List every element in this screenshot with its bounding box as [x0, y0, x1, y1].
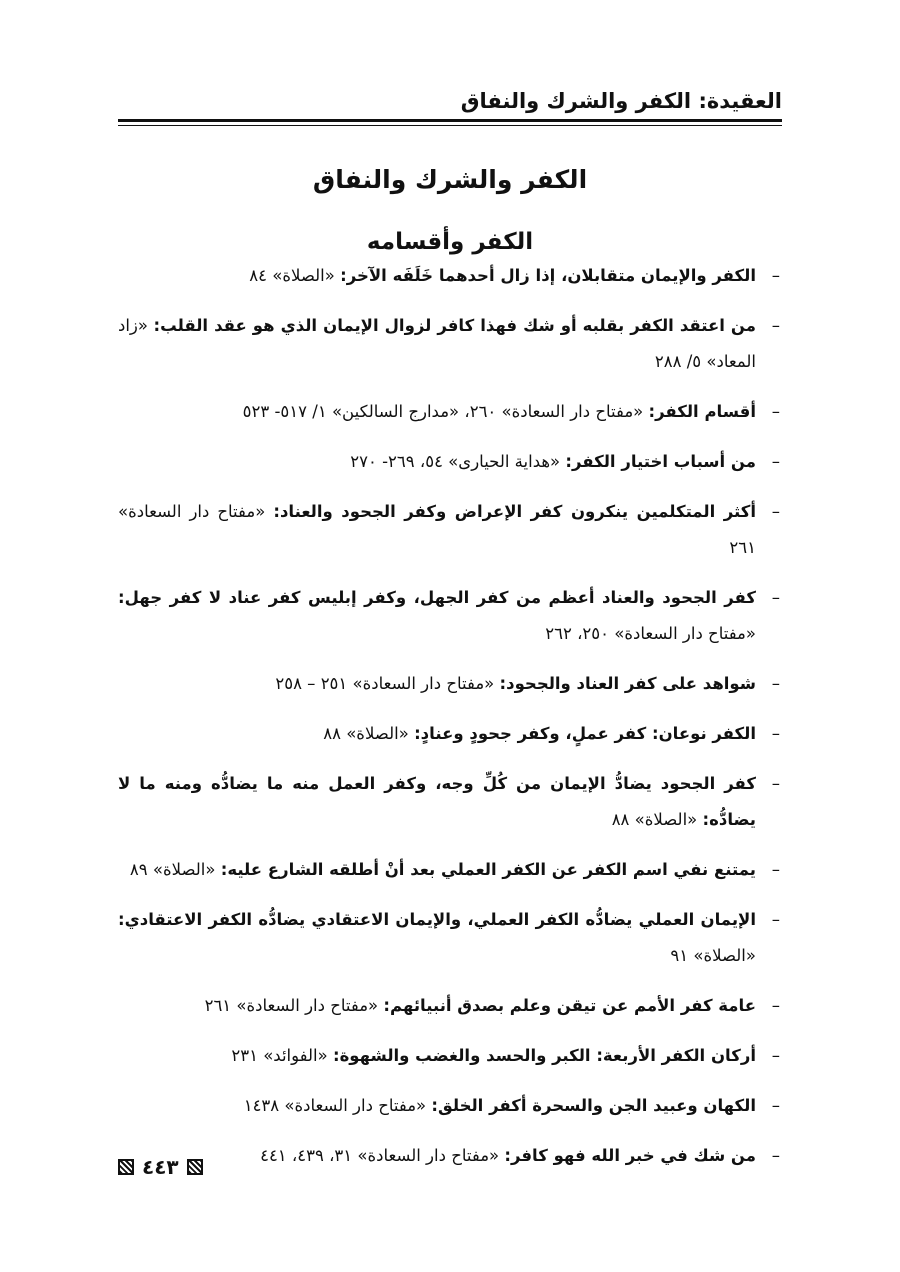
- entry-topic: الكفر نوعان: كفر عملٍ، وكفر جحودٍ وعنادٍ:: [414, 724, 756, 743]
- entry-reference: «مفتاح دار السعادة» ٢٥٠، ٢٦٢: [545, 624, 756, 643]
- index-entry: [118, 1088, 782, 1124]
- entry-topic: يمتنع نفي اسم الكفر عن الكفر العملي بعد أنْ أطلقه الشارع عليه:: [220, 860, 756, 879]
- index-entry: [118, 1038, 782, 1074]
- index-entry: [118, 444, 782, 480]
- entry-reference: «مفتاح دار السعادة» ٢٥١ – ٢٥٨: [275, 674, 495, 693]
- index-entry: [118, 258, 782, 294]
- entry-topic: أكثر المتكلمين ينكرون كفر الإعراض وكفر الجحود والعناد:: [273, 502, 757, 521]
- entry-topic: أقسام الكفر:: [648, 402, 756, 421]
- square-ornament-icon: [118, 1159, 134, 1175]
- index-entry: [118, 1138, 782, 1174]
- entry-dash: –: [771, 1096, 780, 1115]
- entry-dash: –: [771, 860, 780, 879]
- header-rule-thin: [118, 125, 782, 126]
- entry-dash: –: [771, 502, 780, 521]
- entry-topic: كفر الجحود والعناد أعظم من كفر الجهل، وكفر إبليس كفر عناد لا كفر جهل:: [118, 588, 756, 607]
- entry-dash: –: [771, 1146, 780, 1165]
- entry-reference: «الصلاة» ٨٩: [129, 860, 216, 879]
- square-ornament-icon: [187, 1159, 203, 1175]
- entry-topic: أركان الكفر الأربعة: الكبر والحسد والغضب والشهوة:: [332, 1046, 756, 1065]
- entry-dash: –: [771, 774, 780, 793]
- index-entry: [118, 988, 782, 1024]
- entry-topic: الكهان وعبيد الجن والسحرة أكفر الخلق:: [431, 1096, 756, 1115]
- entry-reference: «الصلاة» ٨٨: [611, 810, 698, 829]
- section-subtitle: الكفر وأقسامه: [366, 229, 534, 255]
- entry-topic: الكفر والإيمان متقابلان، إذا زال أحدهما خَلَفَه الآخر:: [340, 266, 756, 285]
- page-footer: [118, 1152, 203, 1182]
- entry-topic: شواهد على كفر العناد والجحود:: [499, 674, 756, 693]
- page-number: ٤٤٣: [142, 1155, 179, 1179]
- header-rule-thick: [118, 119, 782, 122]
- entry-reference: «مفتاح دار السعادة» ٢٦١: [204, 996, 379, 1015]
- running-header: العقيدة: الكفر والشرك والنفاق: [460, 89, 782, 113]
- entry-dash: –: [771, 996, 780, 1015]
- entry-dash: –: [771, 588, 780, 607]
- entry-topic: من شك في خبر الله فهو كافر:: [504, 1146, 756, 1165]
- index-entry: [118, 902, 782, 974]
- entry-dash: –: [771, 452, 780, 471]
- entry-topic: عامة كفر الأمم عن تيقن وعلم بصدق أنبيائهم:: [383, 996, 756, 1015]
- entry-dash: –: [771, 674, 780, 693]
- entry-dash: –: [771, 724, 780, 743]
- index-entry: [118, 766, 782, 838]
- index-entry: [118, 494, 782, 566]
- entry-reference: «مفتاح دار السعادة» ٣١، ٤٣٩، ٤٤١: [260, 1146, 500, 1165]
- entry-reference: «مفتاح دار السعادة» ٢٦٠، «مدارج السالكين» ١/ ٥١٧- ٥٢٣: [242, 402, 644, 421]
- entry-dash: –: [771, 316, 780, 335]
- entry-reference: «هداية الحيارى» ٥٤، ٢٦٩- ٢٧٠: [350, 452, 561, 471]
- index-entry: [118, 852, 782, 888]
- entry-reference: «الفوائد» ٢٣١: [231, 1046, 328, 1065]
- entry-reference: «مفتاح دار السعادة» ١٤٣٨: [243, 1096, 427, 1115]
- entry-reference: «الصلاة» ٩١: [670, 946, 756, 965]
- entry-dash: –: [771, 402, 780, 421]
- index-entry: [118, 580, 782, 652]
- index-entry: [118, 308, 782, 380]
- entry-reference: «الصلاة» ٨٨: [323, 724, 409, 743]
- entry-reference: «زاد المعاد» ٥/ ٢٨٨: [118, 316, 756, 371]
- entry-reference: «مفتاح دار السعادة» ٢٦١: [118, 502, 756, 557]
- entry-reference: «الصلاة» ٨٤: [249, 266, 335, 285]
- entry-topic: كفر الجحود يضادُّ الإيمان من كُلِّ وجه، وكفر العمل منه ما يضادُّه ومنه ما لا يضادُّه:: [118, 774, 756, 829]
- entry-topic: الإيمان العملي يضادُّه الكفر العملي، والإيمان الاعتقادي يضادُّه الكفر الاعتقادي:: [118, 910, 756, 929]
- index-entry: [118, 666, 782, 702]
- entry-topic: من اعتقد الكفر بقلبه أو شك فهذا كافر لزوال الإيمان الذي هو عقد القلب:: [153, 316, 756, 335]
- entry-dash: –: [771, 1046, 780, 1065]
- index-entries: [118, 258, 782, 1188]
- index-entry: [118, 394, 782, 430]
- entry-topic: من أسباب اختيار الكفر:: [565, 452, 756, 471]
- index-entry: [118, 716, 782, 752]
- entry-dash: –: [771, 266, 780, 285]
- chapter-title: الكفر والشرك والنفاق: [312, 165, 588, 194]
- entry-dash: –: [771, 910, 780, 929]
